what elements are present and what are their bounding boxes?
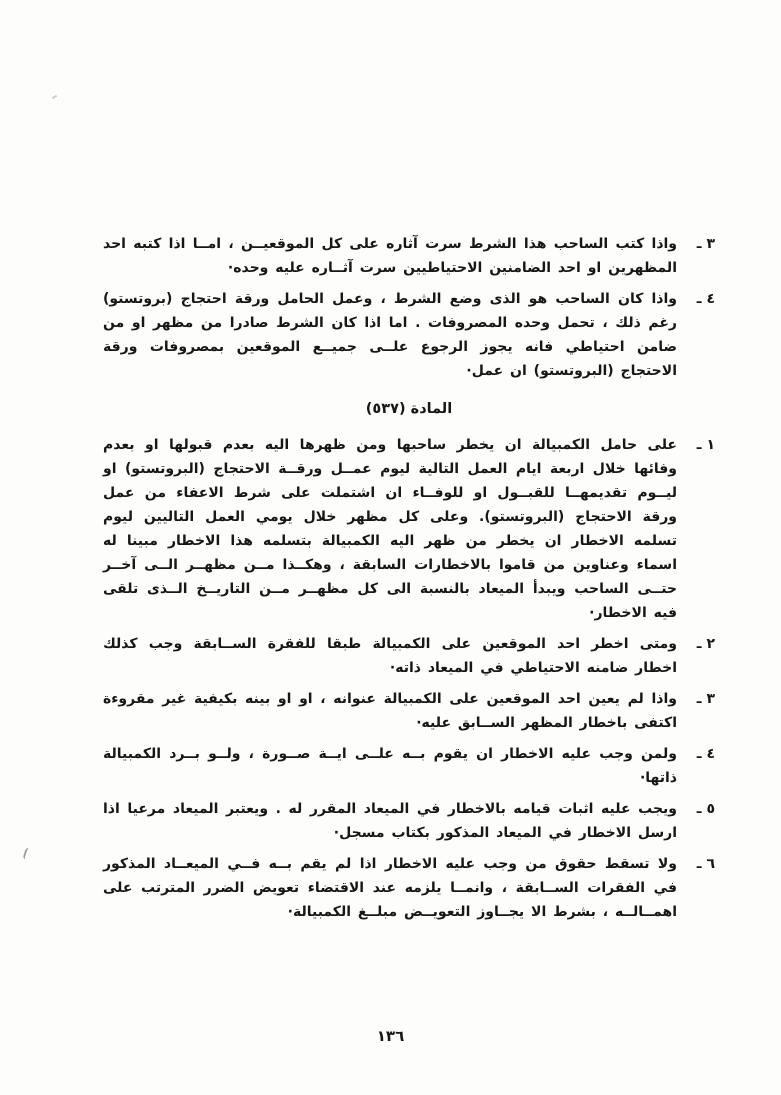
item-text: على حامل الكمبيالة ان يخطر ساحبها ومن ظهرها اليه بعدم قبولها او بعدم وفائها خلال اربعة ايام العمل التالية ليوم عمــل ورقــة الاحتجاج (البروتستو) او ليــوم تقديمهــا للقبــول او للوفــاء ان اشتملت على شرط الاعفاء من عمل ورقة الاحتجاج (البروتستو). وعلى كل مظهر خلال يومي العمل التاليين ليوم تسلمه الاخطار ان يخطر من ظهر اليه الكمبيالة بتسلمه هذا الاخطار مبينا له اسماء وعناوين من قاموا بالاخطارات السابقة ، وهكــذا مــن مظهــر الــى آخــر حتــى الساحب ويبدأ الميعاد بالنسبة الى كل مظهــر مــن التاريــخ الــذى تلقى فيه الاخطار· <box>103 437 677 621</box>
list-item <box>103 632 715 680</box>
item-text: ومتى اخطر احد الموقعين على الكمبيالة طبقا للفقرة الســابقة وجب كذلك اخطار ضامنه الاحتياطي في الميعاد ذاته· <box>103 636 677 676</box>
list-item <box>103 742 715 790</box>
item-text: ولمن وجب عليه الاخطار ان يقوم بــه علــى ايــة صــورة ، ولــو بــرد الكمبيالة ذاتها· <box>103 746 677 786</box>
list-item <box>103 232 715 280</box>
item-number: ٢ ـ <box>696 636 715 652</box>
item-number: ٤ ـ <box>696 291 715 307</box>
item-text: واذا كان الساحب هو الذى وضع الشرط ، وعمل الحامل ورقة احتجاج (بروتستو) رغم ذلك ، تحمل وحده المصروفات . اما اذا كان الشرط صادرا من مظهر او من ضامن احتياطي فانه يجوز الرجوع علــى جميــع الموقعين بمصروفات ورقة الاحتجاج (البروتستو) ان عمل· <box>103 291 677 379</box>
list-item <box>103 852 715 924</box>
item-text: واذا لم يعين احد الموقعين على الكمبيالة عنوانه ، او او بينه بكيفية غير مقروءة اكتفى باخطار المظهر الســابق عليه· <box>103 691 677 731</box>
scan-artifact <box>52 95 57 99</box>
list-item <box>103 687 715 735</box>
scan-artifact <box>22 847 32 861</box>
item-number: ٣ ـ <box>696 236 715 252</box>
item-number: ٣ ـ <box>696 691 715 707</box>
item-text: ويجب عليه اثبات قيامه بالاخطار في الميعاد المقرر له . ويعتبر الميعاد مرعيا اذا ارسل الاخطار في الميعاد المذكور بكتاب مسجل· <box>103 801 677 841</box>
item-number: ٦ ـ <box>696 856 715 872</box>
item-text: ولا تسقط حقوق من وجب عليه الاخطار اذا لم يقم بــه فــي الميعــاد المذكور في الفقرات الســابقة ، وانمــا يلزمه عند الاقتضاء تعويض الضرر المترتب على اهمــالــه ، بشرط الا يجــاوز التعويــض مبلــغ الكمبيالة· <box>103 856 677 920</box>
item-number: ٥ ـ <box>696 801 715 817</box>
list-item <box>103 797 715 845</box>
item-number: ١ ـ <box>696 437 715 453</box>
article-heading: المادة (٥٣٧) <box>365 401 453 417</box>
item-number: ٤ ـ <box>696 746 715 762</box>
item-text: واذا كتب الساحب هذا الشرط سرت آثاره على كل الموقعيــن ، امــا اذا كتبه احد المظهرين او احد الضامنين الاحتياطيين سرت آثــاره عليه وحده· <box>103 236 677 276</box>
list-item <box>103 433 715 625</box>
page-number: ١٣٦ <box>376 1027 405 1045</box>
list-item <box>103 287 715 383</box>
page-text-block <box>103 232 715 931</box>
